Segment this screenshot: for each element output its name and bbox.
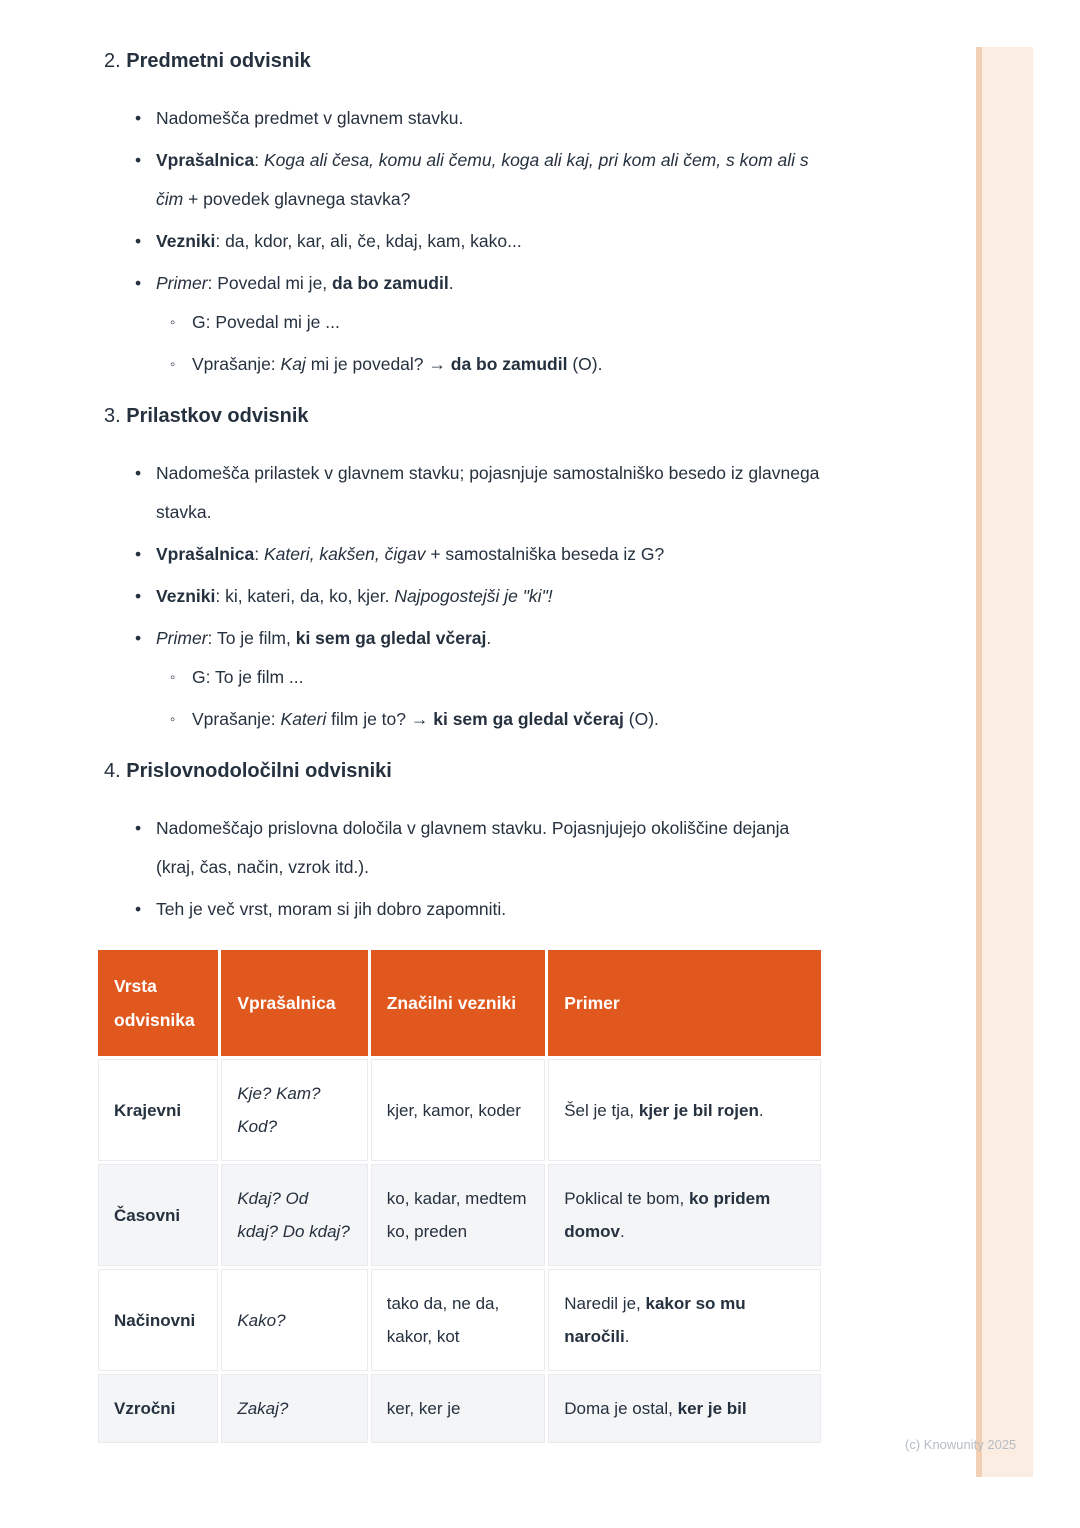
odvisniki-table-wrap — [95, 947, 826, 1446]
bullet-line — [156, 577, 824, 616]
text-segment: da bo zamudil — [332, 273, 449, 293]
copyright-note: (c) Knowunity 2025 — [905, 1437, 1017, 1452]
table-row — [98, 1164, 821, 1266]
table-cell — [98, 1059, 218, 1161]
text-segment: Kdaj? Od kdaj? Do kdaj? — [237, 1189, 350, 1241]
bullet-item — [156, 222, 824, 261]
text-segment: Koga ali česa, komu ali čemu, koga ali kaj, pri kom ali čem, s kom ali s čim — [156, 150, 809, 209]
sub-bullet-item — [192, 345, 824, 384]
sections — [104, 47, 826, 929]
text-segment: : — [254, 544, 264, 564]
bullet-item — [156, 809, 824, 887]
bullet-item — [156, 264, 824, 384]
document-content — [104, 47, 826, 1446]
text-segment: (O). — [567, 354, 603, 374]
table-cell — [371, 1374, 545, 1443]
table-header-cell: Primer — [548, 950, 821, 1056]
text-segment: ki sem ga gledal včeraj — [433, 709, 624, 729]
text-segment: (O). — [623, 709, 659, 729]
text-segment: da bo zamudil — [450, 354, 568, 374]
table-cell — [221, 1164, 367, 1266]
text-segment: Najpogostejši je "ki"! — [394, 586, 553, 606]
odvisniki-table — [95, 947, 824, 1446]
text-segment: : Povedal mi je, — [207, 273, 333, 293]
text-segment: : ki, kateri, da, ko, kjer. — [215, 586, 395, 606]
text-segment: Poklical te bom, — [564, 1189, 689, 1208]
text-segment: Krajevni — [114, 1100, 182, 1120]
text-segment: Primer — [156, 273, 208, 293]
sub-bullet-list — [156, 303, 824, 384]
table-row — [98, 1374, 821, 1443]
text-segment: . — [624, 1327, 630, 1346]
text-segment: kakor so mu naročili — [564, 1294, 746, 1346]
table-cell — [548, 1374, 821, 1443]
bullet-item — [156, 99, 824, 138]
text-segment: : — [254, 150, 264, 170]
table-cell — [221, 1059, 367, 1161]
table-body — [98, 1059, 821, 1443]
table-cell — [98, 1164, 218, 1266]
text-segment: Vprašanje: — [192, 709, 281, 729]
text-segment: Vprašalnica — [156, 150, 255, 170]
bullet-item — [156, 577, 824, 616]
text-segment: Nadomešča predmet v glavnem stavku. — [156, 108, 464, 128]
bullet-line — [156, 535, 824, 574]
text-segment: Načinovni — [114, 1310, 196, 1330]
section-4 — [104, 757, 826, 929]
text-segment: Teh je več vrst, moram si jih dobro zapomniti. — [156, 899, 507, 919]
bullet-line — [156, 222, 824, 261]
text-segment: : da, kdor, kar, ali, če, kdaj, kam, kako... — [215, 231, 522, 251]
text-segment: Kateri — [280, 709, 327, 729]
text-segment: Doma je ostal, — [564, 1399, 678, 1418]
page-edge-strip — [976, 47, 1033, 1477]
text-segment: ker je bil — [677, 1399, 747, 1418]
bullet-line — [156, 890, 824, 929]
table-cell — [371, 1059, 545, 1161]
bullet-item — [156, 890, 824, 929]
table-cell — [221, 1374, 367, 1443]
section-title: Predmetni odvisnik — [126, 50, 311, 72]
table-header-cell: Vprašalnica — [221, 950, 367, 1056]
text-segment: G: To je film ... — [192, 667, 304, 687]
text-segment: tako da, ne da, kakor, kot — [386, 1294, 500, 1346]
text-segment: Vprašalnica — [156, 544, 255, 564]
text-segment: ker, ker je — [386, 1399, 461, 1418]
text-segment: + samostalniška beseda iz G? — [425, 544, 665, 564]
bullet-line — [156, 264, 824, 303]
section-heading — [104, 47, 826, 75]
bullet-item — [156, 454, 824, 532]
text-segment: Kje? Kam? Kod? — [237, 1084, 321, 1136]
bullet-line — [156, 809, 824, 887]
bullet-item — [156, 141, 824, 219]
text-segment: Kateri, kakšen, čigav — [263, 544, 426, 564]
text-segment: + povedek glavnega stavka? — [183, 189, 411, 209]
table-header-cell: Značilni vezniki — [371, 950, 545, 1056]
bullet-list — [104, 99, 824, 384]
section-title: Prilastkov odvisnik — [126, 405, 309, 427]
section-heading — [104, 402, 826, 430]
table-header — [98, 950, 821, 1056]
text-segment: Vezniki — [156, 231, 216, 251]
text-segment: Naredil je, — [564, 1294, 646, 1313]
table-header-row — [98, 950, 821, 1056]
sub-bullet-item — [192, 658, 824, 697]
bullet-item — [156, 535, 824, 574]
table-cell — [371, 1164, 545, 1266]
bullet-list — [104, 454, 824, 739]
section-3 — [104, 402, 826, 739]
bullet-item — [156, 619, 824, 739]
section-2 — [104, 47, 826, 384]
table-cell — [371, 1269, 545, 1371]
bullet-line — [156, 141, 824, 219]
text-segment: . — [758, 1100, 764, 1120]
section-heading — [104, 757, 826, 785]
text-segment: ko, kadar, medtem ko, preden — [386, 1189, 527, 1241]
text-segment: mi je povedal? → — [305, 354, 451, 374]
bullet-line — [156, 454, 824, 532]
table-cell — [98, 1269, 218, 1371]
text-segment: kjer je bil rojen — [638, 1100, 759, 1120]
text-segment: Časovni — [114, 1205, 181, 1225]
table-cell — [548, 1269, 821, 1371]
text-segment: Kaj — [280, 354, 306, 374]
sub-bullet-item — [192, 303, 824, 342]
section-number: 4. — [104, 760, 127, 782]
text-segment: . — [486, 628, 492, 648]
bullet-line — [156, 619, 824, 658]
text-segment: Zakaj? — [237, 1399, 289, 1418]
text-segment: Primer — [156, 628, 208, 648]
text-segment: Vprašanje: — [192, 354, 281, 374]
text-segment: kjer, kamor, koder — [386, 1100, 521, 1120]
text-segment: . — [448, 273, 454, 293]
text-segment: ko pridem domov — [564, 1189, 771, 1241]
text-segment: ki sem ga gledal včeraj — [295, 628, 487, 648]
bullet-list — [104, 809, 824, 929]
text-segment: film je to? → — [326, 709, 434, 729]
table-cell — [221, 1269, 367, 1371]
text-segment: : To je film, — [207, 628, 296, 648]
bullet-line — [156, 99, 824, 138]
section-number: 2. — [104, 50, 127, 72]
sub-bullet-list — [156, 658, 824, 739]
table-row — [98, 1059, 821, 1161]
text-segment: . — [619, 1222, 625, 1241]
text-segment: Kako? — [237, 1310, 286, 1330]
table-cell — [548, 1164, 821, 1266]
text-segment: Vezniki — [156, 586, 216, 606]
table-header-cell: Vrsta odvisnika — [98, 950, 218, 1056]
table-cell — [98, 1374, 218, 1443]
table-row — [98, 1269, 821, 1371]
text-segment: Šel je tja, — [564, 1100, 639, 1120]
section-number: 3. — [104, 405, 127, 427]
table-cell — [548, 1059, 821, 1161]
text-segment: Nadomešča prilastek v glavnem stavku; pojasnjuje samostalniško besedo iz glavnega stavka. — [156, 463, 820, 522]
text-segment: Vzročni — [114, 1399, 176, 1418]
sub-bullet-item — [192, 700, 824, 739]
text-segment: G: Povedal mi je ... — [192, 312, 340, 332]
section-title: Prislovnodoločilni odvisniki — [126, 760, 392, 782]
text-segment: Nadomeščajo prislovna določila v glavnem stavku. Pojasnjujejo okoliščine dejanja (kraj, čas, način, vzrok itd.). — [156, 818, 790, 877]
